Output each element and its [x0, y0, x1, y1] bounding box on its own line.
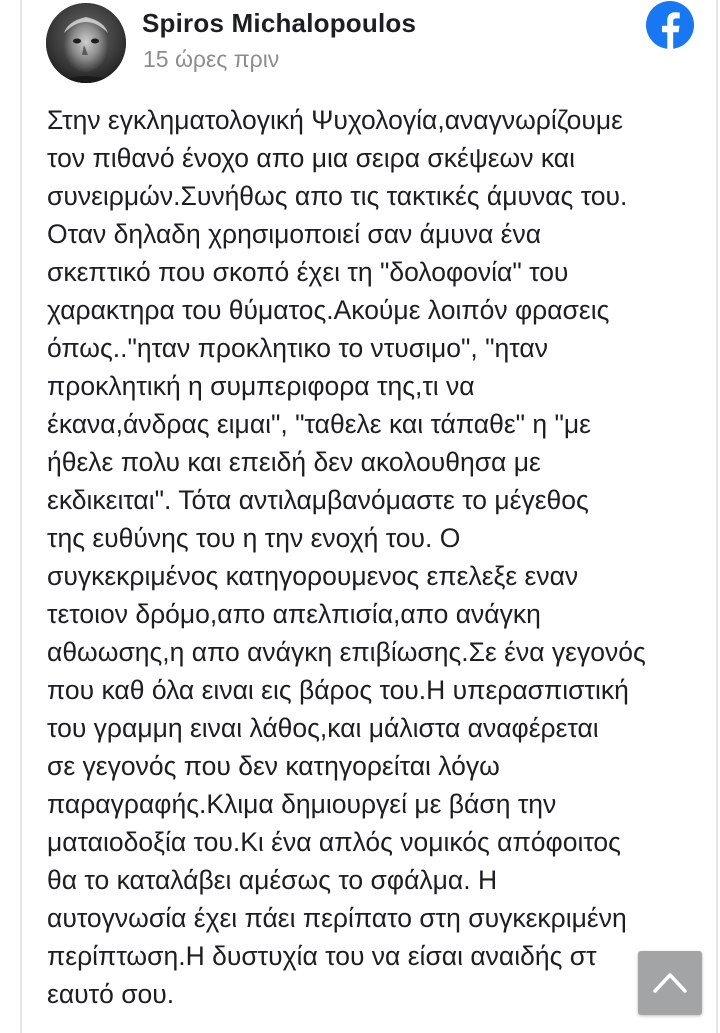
post-text-line: αυτογνωσία έχει πάει περίπατο στη συγκεκριμένη	[47, 903, 627, 933]
chevron-up-icon	[652, 967, 688, 997]
post-text-line: συνειρμών.Συνήθως απο τις τακτικές άμυνας του.	[47, 181, 628, 211]
post-text-line: τετοιον δρόμο,απο απελπισία,απο ανάγκη	[47, 599, 541, 629]
post-text-line: εαυτό σου.	[47, 979, 175, 1009]
post-text-line: του γραμμη ειναι λάθος,και μάλιστα αναφέρεται	[47, 713, 599, 743]
post-text-line: σε γεγονός που δεν κατηγορείται λόγω	[47, 751, 500, 781]
post-text-line: ήθελε πολυ και επειδή δεν ακολουθησα με	[47, 447, 541, 477]
post-text-line: της ευθύνης του η την ενοχή του. Ο	[47, 523, 461, 553]
post-text-line: Στην εγκληματολογική Ψυχολογία,αναγνωρίζουμε	[47, 105, 623, 135]
post-text-line: προκλητική η συμπεριφορα της,τι να	[47, 371, 475, 401]
facebook-icon[interactable]	[646, 1, 694, 49]
post-text-line: σκεπτικό που σκοπό έχει τη "δολοφονία" του	[47, 257, 569, 287]
author-name[interactable]: Spiros Michalopoulos	[142, 8, 417, 38]
post-text-line: χαρακτηρα του θύματος.Ακούμε λοιπόν φρασεις	[47, 295, 610, 325]
post-text-line: Οταν δηλαδη χρησιμοποιεί σαν άμυνα ένα	[47, 219, 542, 249]
post-text-line: περίπτωση.Η δυστυχία του να είσαι αναιδής στ	[47, 941, 597, 971]
avatar-photo	[46, 3, 126, 83]
post-text	[47, 101, 697, 1013]
post-header	[22, 0, 716, 88]
post-text-line: όπως.."ηταν προκλητικο το ντυσιμο", "ηταν	[47, 333, 548, 363]
post-text-line: παραγραφής.Κλιμα δημιουργεί με βάση την	[47, 789, 557, 819]
post-text-line: εκδικειται". Τότα αντιλαμβανόμαστε το μέγεθος	[47, 485, 589, 515]
post-text-line: που καθ όλα ειναι εις βάρος του.Η υπερασπιστική	[47, 675, 629, 705]
post-card	[20, 0, 718, 1033]
post-text-line: έκανα,άνδρας ειμαι", "ταθελε και τάπαθε" η "με	[47, 409, 592, 439]
post-text-line: συγκεκριμένος κατηγορουμενος επελεξε εναν	[47, 561, 579, 591]
scroll-to-top-button[interactable]	[638, 951, 702, 1015]
post-timestamp[interactable]: 15 ώρες πριν	[143, 46, 280, 72]
post-text-line: τον πιθανό ένοχο απο μια σειρα σκέψεων και	[47, 143, 575, 173]
post-text-line: αθωωσης,η απο ανάγκη επιβίωσης.Σε ένα γεγονός	[47, 637, 646, 667]
avatar[interactable]	[46, 3, 126, 83]
post-text-line: ματαιοδοξία του.Κι ένα απλός νομικός απόφοιτος	[47, 827, 621, 857]
post-text-line: θα το καταλάβει αμέσως το σφάλμα. Η	[47, 865, 498, 895]
